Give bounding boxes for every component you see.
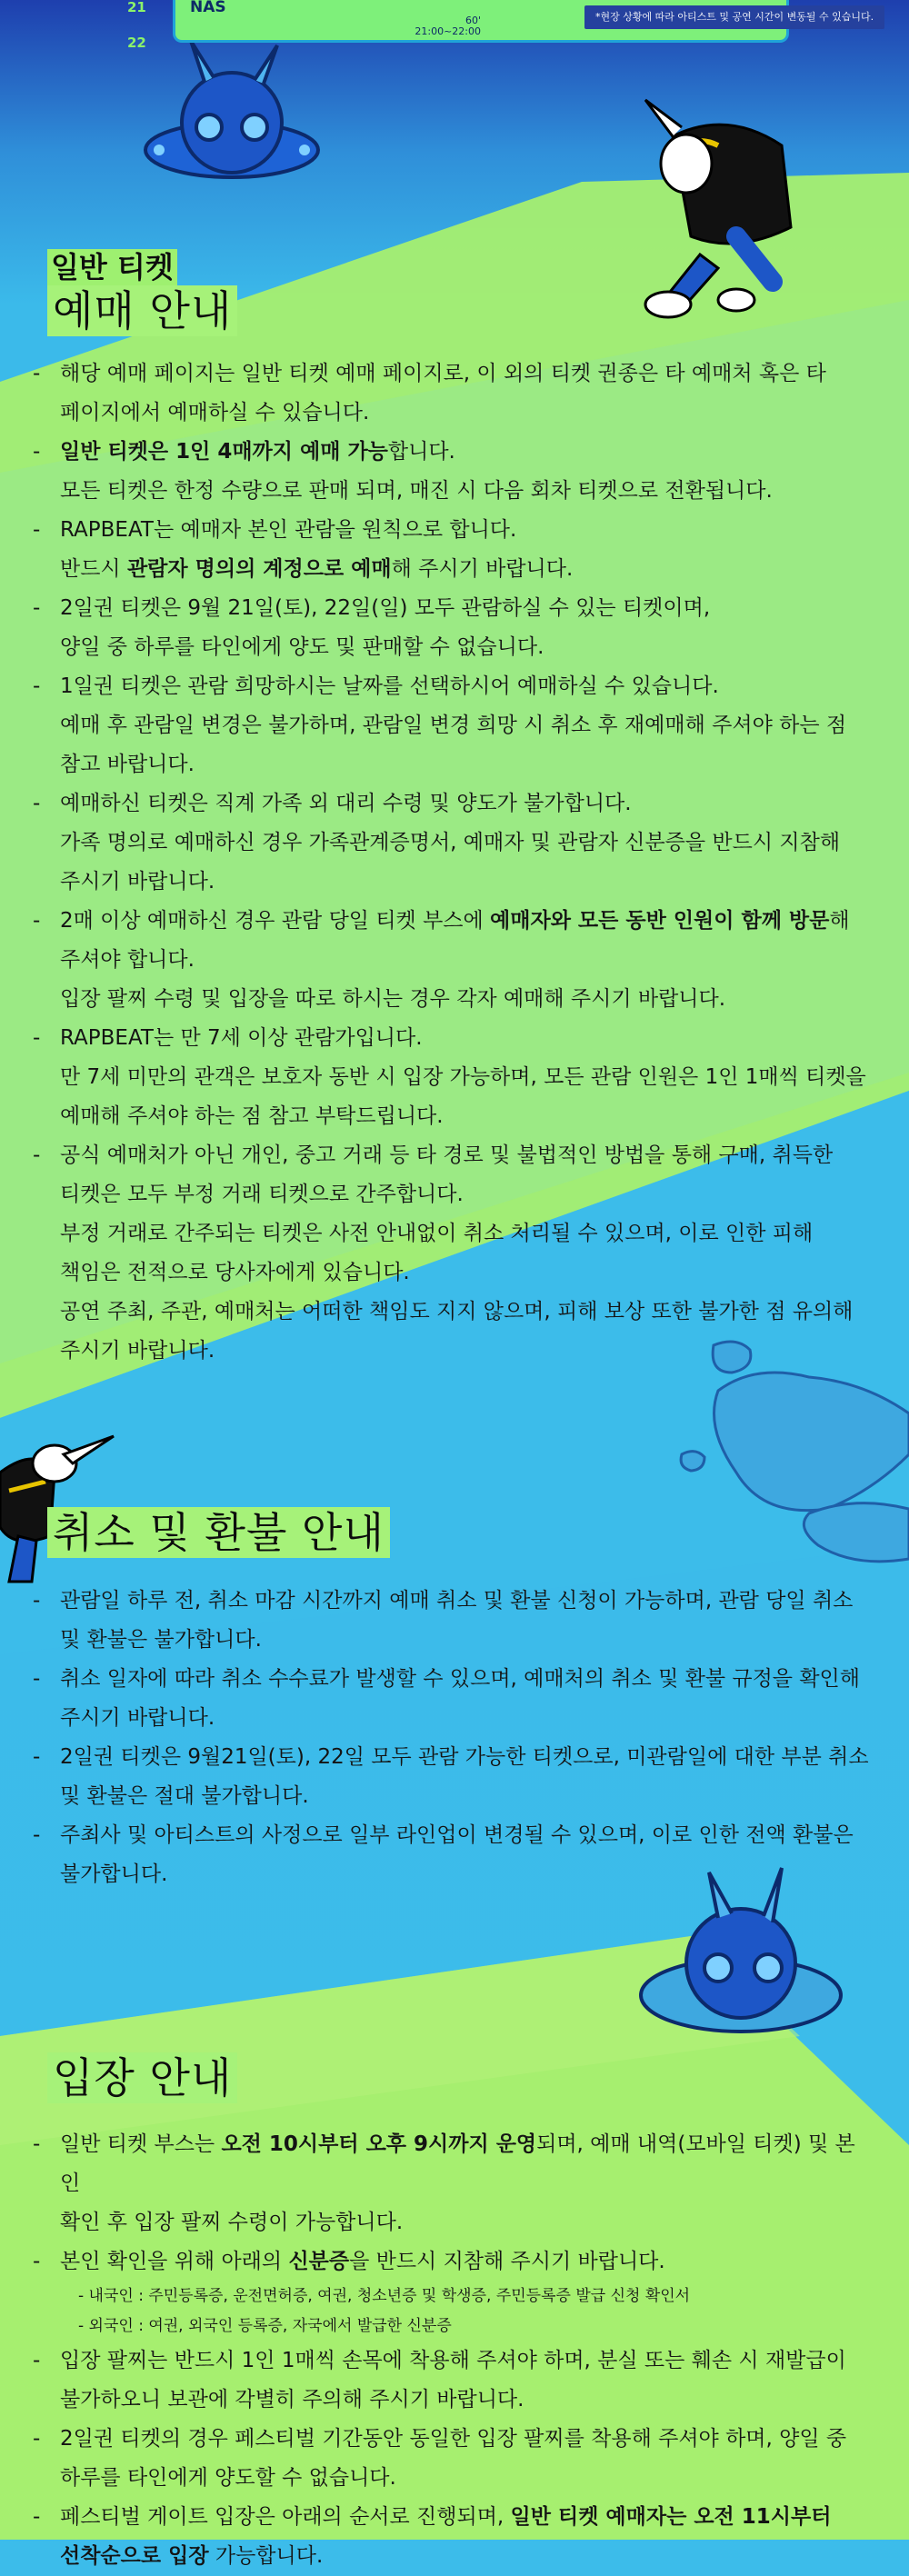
notice-item bbox=[33, 589, 869, 667]
notice-text: 주시기 바랍니다. bbox=[60, 1339, 215, 1363]
notice-text: 본인 확인을 위해 아래의 bbox=[60, 2250, 289, 2273]
notice-text: 티켓은 모두 부정 거래 티켓으로 간주합니다. bbox=[60, 1183, 464, 1206]
notice-line bbox=[60, 1816, 869, 1855]
notice-line bbox=[60, 2459, 869, 2498]
timetable-notice: *현장 상황에 따라 아티스트 및 공연 시간이 변동될 수 있습니다. bbox=[584, 5, 884, 29]
notice-text: 되며, 예매 내역(모바일 티켓) 및 본인 bbox=[60, 2132, 855, 2195]
notice-text: 불가하오니 보관에 각별히 주의해 주시기 바랍니다. bbox=[60, 2388, 524, 2411]
notice-line bbox=[60, 1699, 869, 1738]
notice-item bbox=[33, 1738, 869, 1816]
notice-text: 2일권 티켓은 9월 21일(토), 22일(일) 모두 관람하실 수 있는 티켓이며, bbox=[60, 596, 711, 620]
notice-line bbox=[60, 1582, 869, 1621]
notice-text: 예매해 주셔야 하는 점 참고 부탁드립니다. bbox=[60, 1104, 444, 1128]
timetable-artist: NAS bbox=[190, 0, 226, 16]
notice-line bbox=[60, 2203, 869, 2242]
notice-item bbox=[33, 667, 869, 784]
notice-text: 2일권 티켓은 9월21일(토), 22일 모두 관람 가능한 티켓으로, 미관람일에 대한 부분 취소 bbox=[60, 1745, 869, 1769]
notice-item bbox=[33, 1582, 869, 1660]
notice-text: 가족 명의로 예매하신 경우 가족관계증명서, 예매자 및 관람자 신분증을 반드시 지참해 bbox=[60, 831, 841, 854]
timetable-time: 21:00~22:00 bbox=[415, 25, 481, 37]
notice-line bbox=[60, 1855, 869, 1894]
notice-item bbox=[33, 1660, 869, 1738]
notice-text: 책임은 전적으로 당사자에게 있습니다. bbox=[60, 1261, 410, 1284]
general-notice-list bbox=[33, 354, 869, 1371]
notice-text: 참고 바랍니다. bbox=[60, 753, 195, 776]
notice-emphasis: 관람자 명의의 계정으로 예매 bbox=[126, 557, 392, 581]
notice-text: 모든 티켓은 한정 수량으로 판매 되며, 매진 시 다음 회차 티켓으로 전환됩니다. bbox=[60, 479, 773, 503]
notice-line bbox=[60, 2537, 869, 2576]
notice-text: 해 bbox=[829, 909, 850, 933]
notice-line bbox=[60, 1136, 869, 1175]
notice-line bbox=[60, 824, 869, 863]
notice-text: 1일권 티켓은 관람 희망하시는 날짜를 선택하시어 예매하실 수 있습니다. bbox=[60, 674, 719, 698]
notice-text: 을 반드시 지참해 주시기 바랍니다. bbox=[349, 2250, 665, 2273]
id-type-note: - 외국인 : 여권, 외국인 등록증, 자국에서 발급한 신분증 bbox=[78, 2317, 452, 2335]
notice-item bbox=[33, 2125, 869, 2242]
notice-emphasis: 선착순으로 입장 bbox=[60, 2544, 209, 2568]
notice-line bbox=[60, 2498, 869, 2537]
timetable-day: 21 bbox=[127, 0, 146, 15]
notice-item bbox=[33, 511, 869, 589]
refund-notice-list bbox=[33, 1582, 869, 1894]
notice-line bbox=[60, 706, 869, 745]
notice-line bbox=[60, 1332, 869, 1371]
notice-line bbox=[60, 784, 869, 824]
notice-line bbox=[60, 2341, 869, 2381]
notice-emphasis: 일반 티켓 예매자는 오전 11시부터 bbox=[510, 2505, 832, 2529]
notice-text: 예매 후 관람일 변경은 불가하며, 관람일 변경 희망 시 취소 후 재예매해 주셔야 하는 점 bbox=[60, 714, 847, 737]
notice-text: 입장 팔찌 수령 및 입장을 따로 하시는 경우 각자 예매해 주시기 바랍니다. bbox=[60, 987, 726, 1011]
notice-text: RAPBEAT는 만 7세 이상 관람가입니다. bbox=[60, 1026, 423, 1050]
notice-line bbox=[60, 1777, 869, 1816]
notice-line bbox=[60, 2242, 869, 2281]
notice-item bbox=[33, 1816, 869, 1894]
notice-item bbox=[33, 784, 869, 902]
notice-text: 부정 거래로 간주되는 티켓은 사전 안내없이 취소 처리될 수 있으며, 이로 인한 피해 bbox=[60, 1222, 814, 1245]
notice-text: 2일권 티켓의 경우 페스티벌 기간동안 동일한 입장 팔찌를 착용해 주셔야 하며, 양일 중 bbox=[60, 2427, 847, 2451]
notice-text: 해 주시기 바랍니다. bbox=[391, 557, 574, 581]
entry-notice-list bbox=[33, 2125, 869, 2576]
general-subtitle: 일반 티켓 bbox=[47, 249, 177, 285]
timetable-duration: 60' bbox=[464, 15, 481, 26]
notice-line bbox=[60, 472, 869, 511]
notice-item bbox=[33, 902, 869, 1019]
notice-text: 반드시 bbox=[60, 557, 127, 581]
notice-emphasis: 오전 10시부터 오후 9시까지 운영 bbox=[221, 2132, 537, 2156]
notice-item bbox=[33, 2242, 869, 2341]
id-type-note: - 내국인 : 주민등록증, 운전면허증, 여권, 청소년증 및 학생증, 주민등록증 발급 신청 확인서 bbox=[78, 2287, 691, 2305]
notice-item bbox=[33, 354, 869, 433]
notice-line bbox=[60, 1175, 869, 1214]
notice-text: 및 환불은 불가합니다. bbox=[60, 1628, 262, 1652]
notice-text: 주시기 바랍니다. bbox=[60, 1706, 215, 1730]
notice-line bbox=[60, 980, 869, 1019]
notice-item bbox=[33, 2498, 869, 2576]
notice-line bbox=[60, 589, 869, 628]
notice-line bbox=[60, 745, 869, 784]
notice-text: 주셔야 합니다. bbox=[60, 948, 195, 972]
notice-line bbox=[60, 1660, 869, 1699]
notice-line bbox=[60, 863, 869, 902]
notice-line bbox=[60, 2381, 869, 2420]
notice-emphasis: 일반 티켓은 1인 4매까지 예매 가능 bbox=[60, 440, 388, 464]
notice-line bbox=[60, 1293, 869, 1332]
notice-text: RAPBEAT는 예매자 본인 관람을 원칙으로 합니다. bbox=[60, 518, 517, 542]
notice-text: 주시기 바랍니다. bbox=[60, 870, 215, 894]
notice-item bbox=[33, 2341, 869, 2420]
notice-text: 공식 예매처가 아닌 개인, 중고 거래 등 타 경로 및 불법적인 방법을 통해 구매, 취득한 bbox=[60, 1143, 834, 1167]
notice-text: 입장 팔찌는 반드시 1인 1매씩 손목에 착용해 주셔야 하며, 분실 또는 훼손 시 재발급이 bbox=[60, 2349, 846, 2372]
notice-item bbox=[33, 433, 869, 511]
notice-text: 취소 일자에 따라 취소 수수료가 발생할 수 있으며, 예매처의 취소 및 환불 규정을 확인해 bbox=[60, 1667, 860, 1691]
notice-text: 만 7세 미만의 관객은 보호자 동반 시 입장 가능하며, 모든 관람 인원은 1인 1매씩 티켓을 bbox=[60, 1065, 866, 1089]
timetable-day: 22 bbox=[127, 35, 146, 51]
notice-line bbox=[60, 1058, 869, 1097]
notice-line bbox=[60, 2125, 869, 2203]
general-title: 예매 안내 bbox=[47, 285, 237, 336]
notice-text: 불가합니다. bbox=[60, 1862, 168, 1886]
notice-line bbox=[60, 2420, 869, 2459]
notice-line bbox=[60, 628, 869, 667]
notice-text: 주최사 및 아티스트의 사정으로 일부 라인업이 변경될 수 있으며, 이로 인한 전액 환불은 bbox=[60, 1823, 854, 1847]
notice-text: 합니다. bbox=[387, 440, 455, 464]
notice-line bbox=[60, 941, 869, 980]
notice-text: 페스티벌 게이트 입장은 아래의 순서로 진행되며, bbox=[60, 2505, 511, 2529]
notice-line bbox=[60, 550, 869, 589]
notice-text: 공연 주최, 주관, 예매처는 어떠한 책임도 지지 않으며, 피해 보상 또한 불가한 점 유의해 bbox=[60, 1300, 854, 1323]
notice-item bbox=[33, 2420, 869, 2498]
notice-text: 관람일 하루 전, 취소 마감 시간까지 예매 취소 및 환불 신청이 가능하며, 관람 당일 취소 bbox=[60, 1589, 854, 1612]
entry-title: 입장 안내 bbox=[47, 2052, 237, 2103]
notice-line bbox=[60, 1019, 869, 1058]
notice-emphasis: 예매자와 모든 동반 인원이 함께 방문 bbox=[490, 909, 830, 933]
notice-line bbox=[60, 902, 869, 941]
refund-title: 취소 및 환불 안내 bbox=[47, 1507, 390, 1558]
notice-line bbox=[60, 1214, 869, 1253]
notice-item bbox=[33, 1136, 869, 1371]
notice-text: 페이지에서 예매하실 수 있습니다. bbox=[60, 401, 370, 424]
notice-emphasis: 신분증 bbox=[288, 2250, 350, 2273]
notice-line bbox=[60, 511, 869, 550]
notice-line bbox=[60, 667, 869, 706]
notice-text: 해당 예매 페이지는 일반 티켓 예매 페이지로, 이 외의 티켓 권종은 타 예매처 혹은 타 bbox=[60, 362, 826, 385]
notice-line bbox=[60, 1621, 869, 1660]
notice-text: 일반 티켓 부스는 bbox=[60, 2132, 222, 2156]
notice-text: 예매하신 티켓은 직계 가족 외 대리 수령 및 양도가 불가합니다. bbox=[60, 792, 632, 815]
notice-line bbox=[60, 1097, 869, 1136]
timetable-card bbox=[173, 0, 874, 43]
notice-line bbox=[60, 394, 869, 433]
notice-text: 및 환불은 절대 불가합니다. bbox=[60, 1784, 309, 1808]
notice-line bbox=[60, 433, 869, 472]
notice-text: 하루를 타인에게 양도할 수 없습니다. bbox=[60, 2466, 396, 2490]
notice-text: 2매 이상 예매하신 경우 관람 당일 티켓 부스에 bbox=[60, 909, 491, 933]
notice-line bbox=[60, 354, 869, 394]
notice-line bbox=[60, 1738, 869, 1777]
notice-line bbox=[60, 1253, 869, 1293]
notice-text: 확인 후 입장 팔찌 수령이 가능합니다. bbox=[60, 2211, 404, 2234]
notice-item bbox=[33, 1019, 869, 1136]
notice-text: 가능합니다. bbox=[208, 2544, 324, 2568]
notice-text: 양일 중 하루를 타인에게 양도 및 판매할 수 없습니다. bbox=[60, 635, 544, 659]
